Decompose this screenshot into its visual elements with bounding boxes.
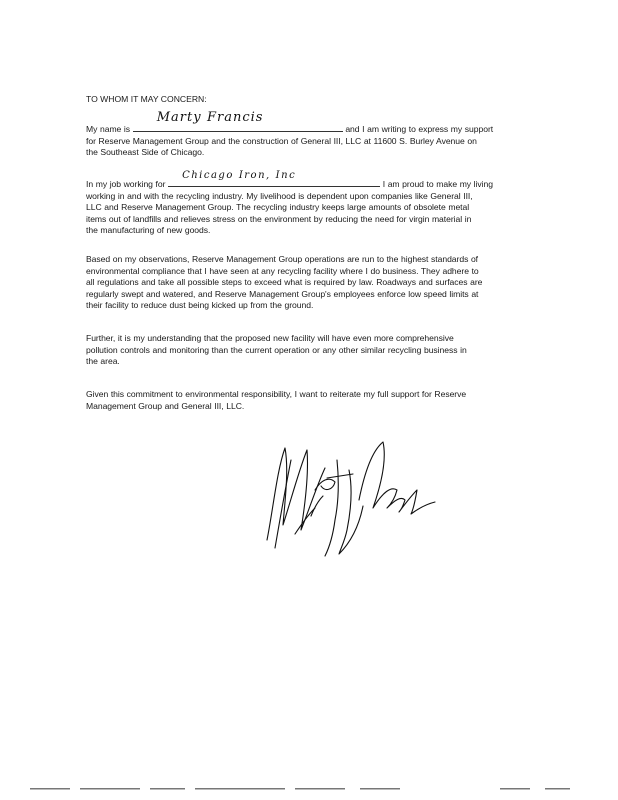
- observations-line: all regulations and take all possible steps to exceed what is required by law. Roadways and surfaces are: [86, 277, 483, 288]
- salutation: TO WHOM IT MAY CONCERN:: [86, 94, 207, 104]
- intro-line-1: [86, 110, 516, 136]
- intro-line-3: the Southeast Side of Chicago.: [86, 147, 205, 158]
- employment-tail: I am proud to make my living: [382, 179, 493, 189]
- scan-edge-artifact: [0, 786, 618, 792]
- observations-line: regularly swept and watered, and Reserve Management Group's employees enforce low speed limits at: [86, 288, 479, 299]
- employment-line-3: LLC and Reserve Management Group. The recycling industry keeps large amounts of obsolete metal: [86, 202, 470, 213]
- paragraph-closing: [86, 389, 516, 412]
- closing-line: Management Group and General III, LLC.: [86, 400, 245, 411]
- employment-line-4: items out of landfills and relieves stress on the environment by reducing the need for virgin material in: [86, 213, 472, 224]
- observations-line: their facility to reduce dust being kicked up from the ground.: [86, 300, 314, 311]
- handwritten-employer: Chicago Iron, Inc: [182, 170, 297, 181]
- employment-line-2: working in and with the recycling industry. My livelihood is dependent upon companies like General III,: [86, 190, 473, 201]
- intro-tail: and I am writing to express my support: [345, 124, 494, 134]
- further-line: the area.: [86, 356, 120, 367]
- paragraph-observations: [86, 254, 516, 312]
- handwritten-signature: [255, 430, 465, 560]
- further-line: Further, it is my understanding that the proposed new facility will have even more comprehensive: [86, 333, 454, 343]
- closing-line: Given this commitment to environmental responsibility, I want to reiterate my full support for Reserve: [86, 389, 467, 399]
- employment-lead: In my job working for: [86, 179, 166, 189]
- paragraph-employment: [86, 170, 516, 237]
- paragraph-intro: [86, 110, 516, 159]
- intro-line-2: for Reserve Management Group and the construction of General III, LLC at 11600 S. Burley Avenue on: [86, 135, 477, 146]
- handwritten-name: Marty Francis: [156, 110, 264, 125]
- name-blank: [133, 110, 343, 132]
- further-line: pollution controls and monitoring than the current operation or any other similar recycling business in: [86, 344, 467, 355]
- intro-lead: My name is: [86, 124, 131, 134]
- employment-line-5: the manufacturing of new goods.: [86, 225, 211, 236]
- observations-line: Based on my observations, Reserve Management Group operations are run to the highest standards of: [86, 254, 479, 264]
- employer-blank: [168, 170, 380, 187]
- paragraph-further: [86, 333, 516, 368]
- observations-line: environmental compliance that I have seen at any recycling facility where I do business. They adhere to: [86, 265, 479, 276]
- employment-line-1: [86, 170, 516, 191]
